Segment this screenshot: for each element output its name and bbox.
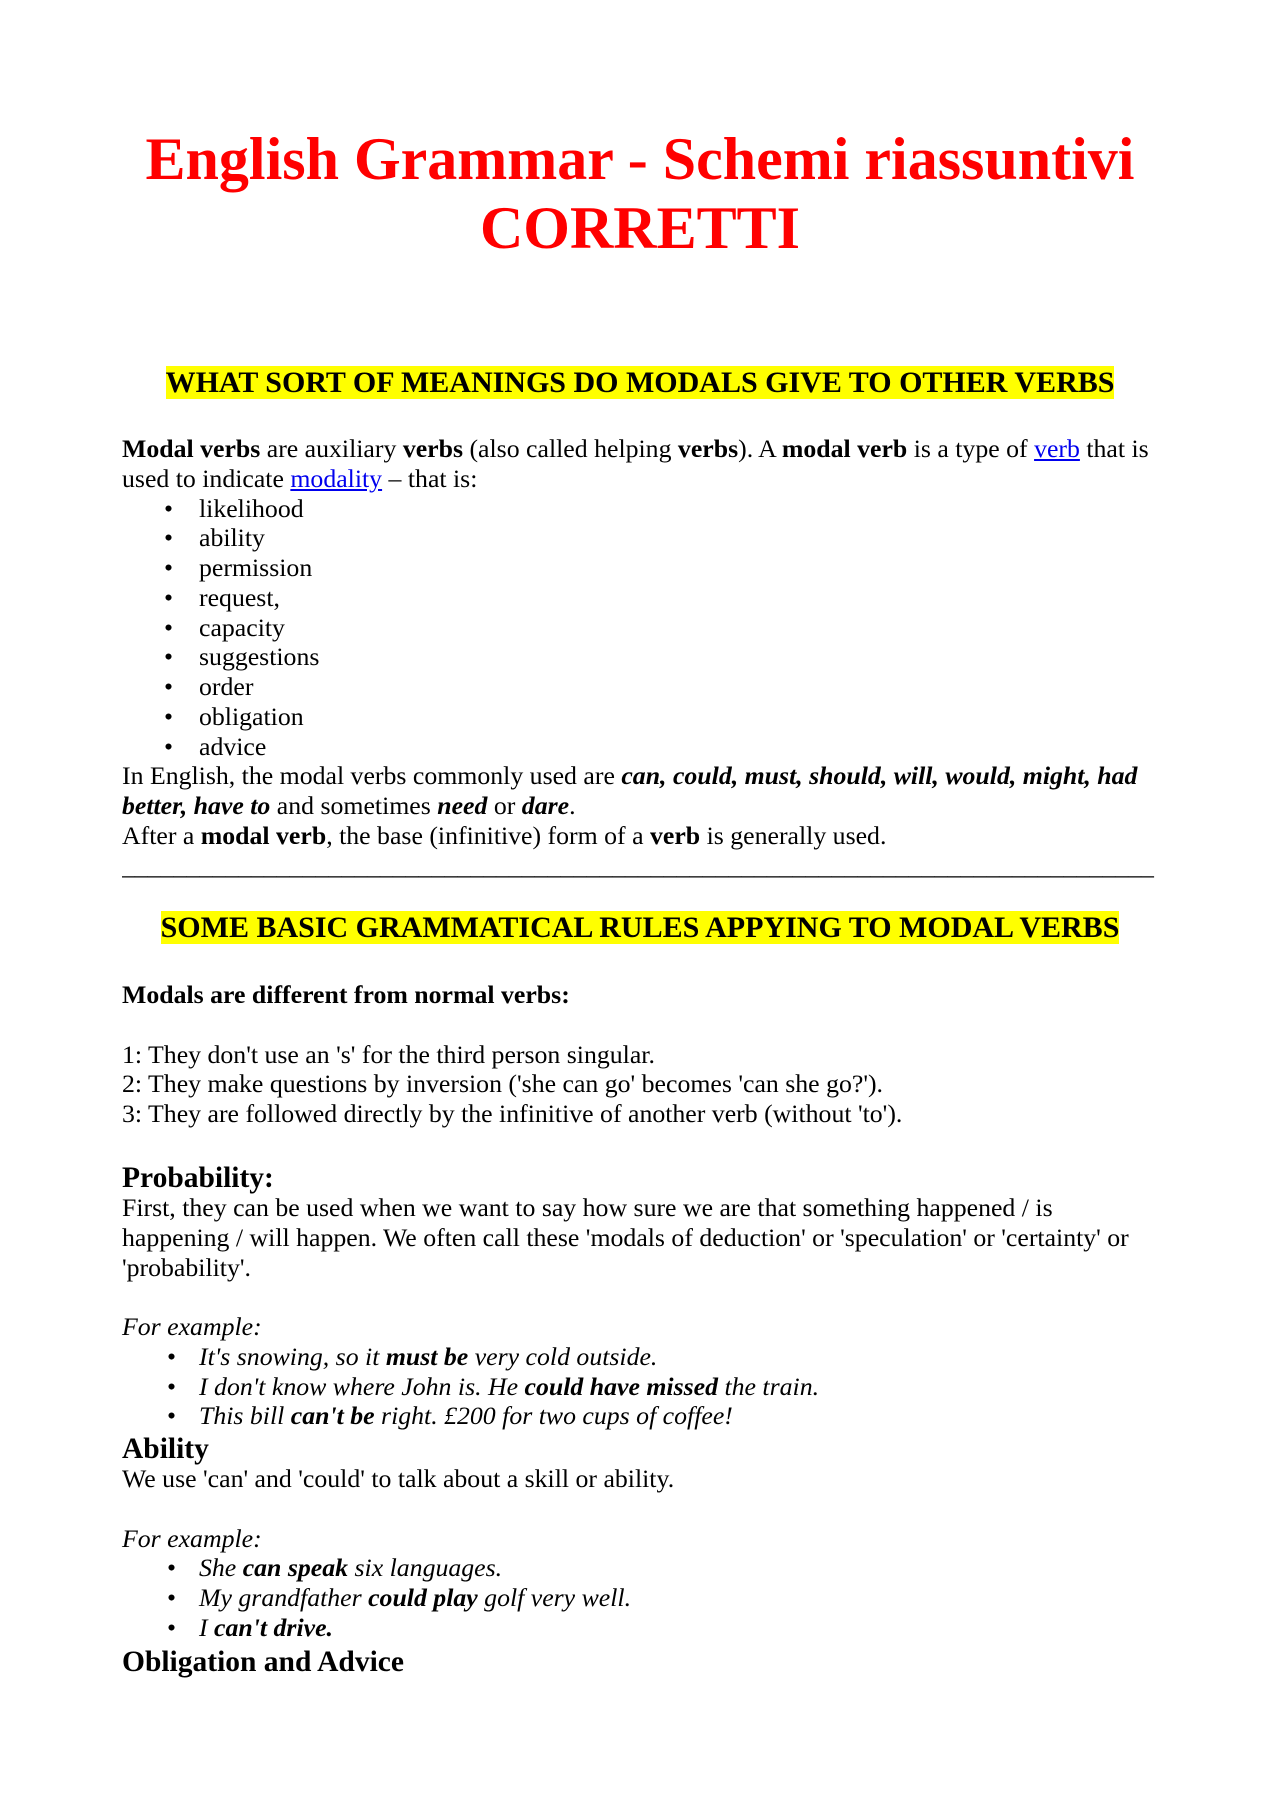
modal-meanings-list [122,494,1158,762]
example-item [122,1342,1158,1372]
paragraph-line [122,1253,1158,1283]
rule-line [122,1069,1158,1099]
list-item [122,642,1158,672]
spacer [122,1494,1158,1524]
example-label [122,1524,1158,1554]
example-modal: can't drive. [214,1612,333,1642]
bold-term: modal verb [200,820,327,850]
rule-line [122,1040,1158,1070]
modality-link[interactable]: modality [290,463,383,493]
intro-paragraph-line [122,434,1158,464]
text-run: are auxiliary [260,434,403,463]
text-run: ). A [738,434,782,463]
rule-line [122,1099,1158,1129]
list-item-text: • request, [199,582,280,612]
example-text: right. £200 for two cups of coffee! [374,1401,733,1431]
document-title-line-2: CORRETTI [479,195,801,261]
list-item-text: • likelihood [199,493,304,523]
text-run: used to indicate [122,463,291,493]
probability-block [122,1193,1158,1431]
grammatical-rules-block [122,980,1158,1129]
paragraph-text: We use 'can' and 'could' to talk about a skill or ability. [122,1464,675,1493]
ability-heading: Ability [122,1433,209,1465]
modal-verb-term: need [437,791,488,820]
obligation-advice-heading: Obligation and Advice [122,1646,404,1678]
example-text: very cold outside. [468,1341,658,1371]
text-run: or [487,791,522,820]
list-item-text: • permission [199,553,313,582]
example-text: • She [199,1553,243,1583]
example-modal: could have missed [524,1371,719,1401]
ability-block [122,1464,1158,1643]
example-text: the train. [718,1371,820,1401]
common-modals-line [122,761,1158,791]
common-modals-line [122,791,1158,821]
example-modal: must be [385,1341,469,1371]
text-run: and sometimes [270,791,438,820]
example-text: • This bill [199,1401,291,1431]
example-item [122,1553,1158,1583]
text-run: that is [1079,434,1149,463]
modal-verb-term: dare [521,791,570,820]
text-run: . [569,791,576,820]
list-item [122,613,1158,643]
example-item [122,1583,1158,1613]
after-modal-line [122,821,1158,851]
list-item-text: • advice [199,731,267,761]
rule-text: 2: They make questions by inversion ('she can go' becomes 'can she go?'). [122,1069,884,1099]
example-text: • It's snowing, so it [199,1341,386,1371]
paragraph-line [122,1193,1158,1223]
example-modal: can't be [290,1401,375,1431]
bold-term: modal verb [781,434,908,463]
paragraph-text: happening / will happen. We often call these 'modals of deduction' or 'speculation' or 'certainty' or [122,1222,1129,1252]
rules-subheading-text: Modals are different from normal verbs: [122,980,570,1009]
probability-heading: Probability: [122,1162,274,1194]
underscore-divider [122,851,1158,881]
rules-subheading [122,980,1158,1010]
paragraph-line [122,1464,1158,1494]
document-title-line-1: English Grammar - Schemi riassuntivi [145,126,1135,192]
intro-paragraph-line [122,464,1158,494]
spacer [122,1282,1158,1312]
section-heading-modal-meanings [122,366,1158,401]
example-text: • My grandfather [199,1583,369,1612]
text-run: is generally used. [700,820,887,850]
text-run: , the base (infinitive) form of a [326,820,650,850]
text-run: – that is: [382,463,478,493]
example-modal: can speak [242,1553,349,1583]
text-run: (also called helping [463,434,678,463]
bold-term: verbs [677,434,739,463]
example-item [122,1613,1158,1643]
list-item [122,494,1158,524]
modal-verbs-list-text: can, could, must, should, will, would, might, had [621,761,1138,791]
example-label-text: For example: [122,1523,262,1553]
text-run: is a type of [907,434,1035,463]
example-label [122,1312,1158,1342]
example-text: six languages. [348,1553,503,1583]
list-item [122,732,1158,762]
list-item-text: • capacity [199,612,285,642]
list-item [122,583,1158,613]
text-run: In English, the modal verbs commonly used are [122,761,622,791]
section-heading-grammatical-rules [122,911,1158,946]
example-item [122,1372,1158,1402]
example-item [122,1401,1158,1431]
rule-text: 1: They don't use an 's' for the third person singular. [122,1039,655,1069]
paragraph-line [122,1223,1158,1253]
paragraph-text: First, they can be used when we want to say how sure we are that something happened / is [122,1193,1053,1222]
bold-term: verb [649,820,701,850]
example-text: • I don't know where John is. He [199,1371,525,1401]
list-item [122,702,1158,732]
bold-term: Modal verbs [122,434,261,463]
highlighted-heading-text: WHAT SORT OF MEANINGS DO MODALS GIVE TO OTHER VERBS [165,366,1115,399]
modal-meanings-body [122,434,1158,880]
list-item-text: • ability [199,523,265,553]
bold-term: verbs [402,434,464,463]
list-item [122,672,1158,702]
list-item-text: • suggestions [199,642,320,672]
rule-text: 3: They are followed directly by the infinitive of another verb (without 'to'). [122,1099,903,1128]
list-item [122,523,1158,553]
list-item [122,553,1158,583]
example-modal: could play [368,1583,478,1612]
verb-link[interactable]: verb [1034,434,1080,463]
modal-verbs-list-text: better, have to [122,791,271,820]
example-label-text: For example: [122,1312,262,1341]
example-text: • I [199,1612,215,1642]
paragraph-text: 'probability'. [122,1252,251,1282]
list-item-text: • order [199,672,254,701]
divider-text: ________________________________________________________________________________ [122,850,1154,880]
text-run: After a [122,820,201,850]
highlighted-heading-text: SOME BASIC GRAMMATICAL RULES APPYING TO MODAL VERBS [160,911,1120,944]
example-text: golf very well. [477,1583,632,1612]
list-item-text: • obligation [199,701,304,731]
spacer [122,1010,1158,1040]
